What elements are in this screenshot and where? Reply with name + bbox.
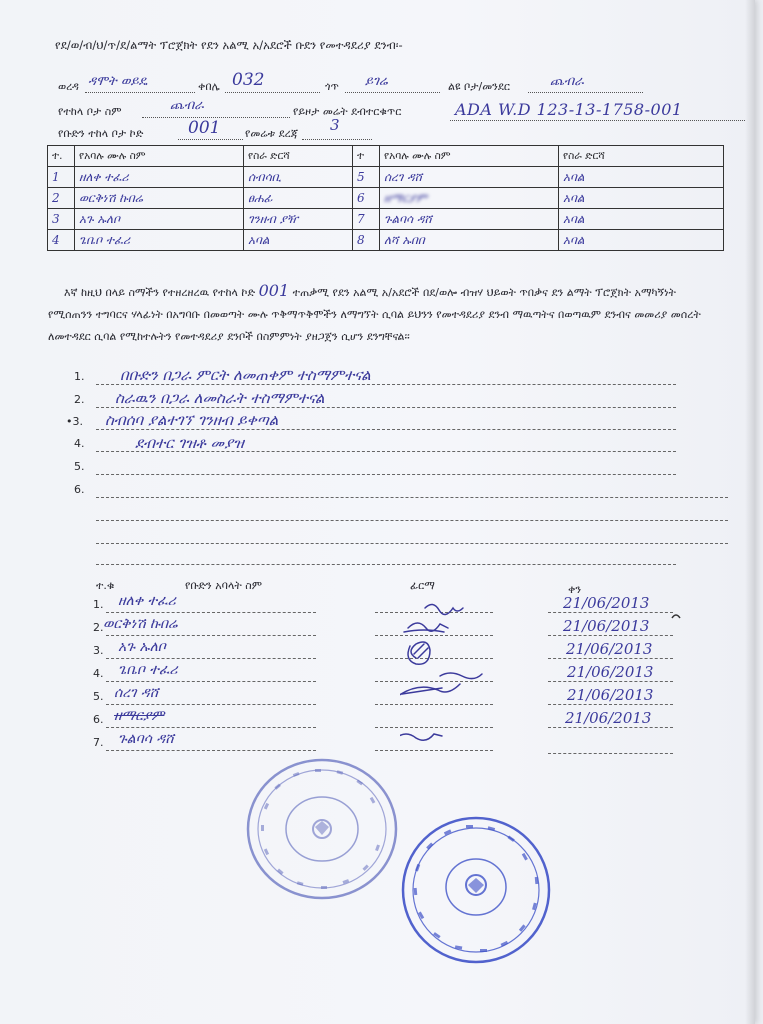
rule-number: 5. [74,460,85,473]
document-title: የደ/ወ/ብ/ህ/ጥ/ደ/ልማት ፕሮጀክት የደን አልሚ አ/አደሮች ቡደን የመተዳደሪያ ደንብ፡- [55,38,403,52]
sig-col-sign: ፊርማ [410,579,435,592]
rule-number: 1. [74,370,85,383]
table-cell: ለሻ ኡበበ [380,230,559,251]
table-cell: 6 [353,188,380,209]
sig-number: 7. [93,736,104,749]
sig-col-no: ተ.ቁ [96,579,115,592]
kebele-label: ቀበሌ [198,80,220,93]
rule-text: ስብሰባ ያልተገኘ ገንዘብ ይቀጣል [105,411,279,429]
table-row [48,167,724,188]
site-name-value: ጨብራ [170,98,204,113]
rule-text: ደብተር ገዝቶ መያዝ [135,434,244,452]
table-cell: ጌቤቦ ተፈሪ [75,230,244,251]
rule-text: ስራዉን በጋራ ለመስራት ተስማምተናል [115,389,325,407]
rule-text: በቡድን በጋራ ምርት ለመጠቀም ተስማምተናል [120,366,371,384]
sig-name: ጉልባሳ ዳሸ [118,731,174,747]
table-cell: አባል [559,230,724,251]
rule-number: 6. [74,483,85,496]
table-cell: አባል [559,188,724,209]
table-cell: ሰረገ ዳሸ [380,167,559,188]
rule-number: 4. [74,437,85,450]
woreda-value: ዳሞት ወይዴ [88,74,148,89]
table-header: የስራ ድርሻ [244,146,353,167]
paragraph-part1: እኛ ከዚህ በላይ ስማችን የተዘረዘረዉ የተከላ ኮድ [64,286,256,299]
sig-date: 21/06/2013 [567,663,654,681]
site-name-label: የተከላ ቦታ ስም [58,105,122,118]
rule-number: •3. [66,415,83,428]
table-header: ተ [353,146,380,167]
locality-value: ጨብራ [550,74,584,89]
official-stamp-icon [400,815,552,965]
official-stamp-icon [245,757,400,902]
group-code-label: የቡድን ተከላ ቦታ ኮድ [58,127,144,140]
table-cell: አባል [559,209,724,230]
table-cell: ወርቅነሽ ኩበሬ [75,188,244,209]
sig-number: 2. [93,621,104,634]
land-grade-label: የመሬቱ ደረጃ [245,127,299,140]
gps-label: የይዞታ መሬት ደብተርቁጥር [293,105,402,118]
sig-name: ዘማርያም [114,708,165,724]
sig-date: 21/06/2013 [566,640,653,658]
sig-number: 4. [93,667,104,680]
sig-date: 21/06/2013 [567,686,654,704]
table-header: የስራ ድርሻ [559,146,724,167]
sig-number: 1. [93,598,104,611]
table-header-row [48,146,724,167]
land-grade-value: 3 [330,116,340,134]
table-cell: ዘለቀ ተፈሪ [75,167,244,188]
table-row [48,188,724,209]
sig-number: 3. [93,644,104,657]
table-cell: 4 [48,230,75,251]
table-row [48,209,724,230]
sig-name: ሰረገ ዳሸ [114,685,159,701]
table-cell: 3 [48,209,75,230]
table-cell: 7 [353,209,380,230]
members-table [47,145,724,251]
table-header: የአባሉ ሙሉ ስም [75,146,244,167]
sig-name: አጉ ኡለቦ [118,639,166,655]
sig-date: 21/06/2013 [563,617,650,635]
signature-marks [400,596,700,756]
woreda-label: ወረዳ [58,80,79,93]
sig-name: ጌቤቦ ተፈሪ [118,662,178,678]
sig-date: 21/06/2013 [563,594,650,612]
rule-number: 2. [74,393,85,406]
sig-date: 21/06/2013 [565,709,652,727]
sig-col-name: የቡድን አባላት ስም [185,579,262,592]
agreement-paragraph [48,280,718,348]
sig-name: ወርቅነሽ ኩበሬ [103,616,178,632]
sig-number: 6. [93,713,104,726]
sig-number: 5. [93,690,104,703]
table-cell: ዘማርያም [380,188,559,209]
group-code-value: 001 [188,118,221,138]
paragraph-part2: ተጠቃሚ የደን አልሚ አ/አደሮች በደ/ወሎ ብዝሃ ህይወት ጥበቃና ደን ልማት ፕሮጀክት አማካኝነት የሚሰጠንን ተግባርና ሃላፊነት በአግባቡ በመወጣት ሙሉ ጥቅማጥቅሞችን ለማግኘት ሲባል ይህንን የመተዳደሪያ ደንብ ማዉጣትና በወጣዉም ደንብና መመሪያ መሰረት ለመተዳደር ሲባል የሚከተሉትን የመተዳደሪያ ደንቦች በስምምነት ያዘጋጀን ሲሆን ደንግቸናል፡፡ [48,286,701,343]
table-cell: 8 [353,230,380,251]
locality-label: ልዩ ቦታ/መንደር [448,80,511,93]
sig-col-date: ቀን [568,583,582,596]
table-cell: አባል [559,167,724,188]
gps-value: ADA W.D 123-13-1758-001 [455,100,683,119]
table-cell: ፀሐፊ [244,188,353,209]
table-cell: አጉ ኡለቦ [75,209,244,230]
table-cell: 2 [48,188,75,209]
got-label: ጎጥ [325,80,339,93]
table-cell: ጉልባሳ ዳሸ [380,209,559,230]
got-value: ይገሬ [365,74,388,89]
sig-name: ዘለቀ ተፈሪ [118,593,176,609]
kebele-value: 032 [232,70,265,90]
table-cell: ሰብሳቢ [244,167,353,188]
table-cell: ገንዘብ ያዥ [244,209,353,230]
table-cell: 5 [353,167,380,188]
table-cell: 1 [48,167,75,188]
scan-edge-shadow [745,0,755,1024]
table-cell: አባል [244,230,353,251]
table-header: የአባሉ ሙሉ ስም [380,146,559,167]
paragraph-code: 001 [258,281,290,300]
table-header: ተ. [48,146,75,167]
table-row [48,230,724,251]
